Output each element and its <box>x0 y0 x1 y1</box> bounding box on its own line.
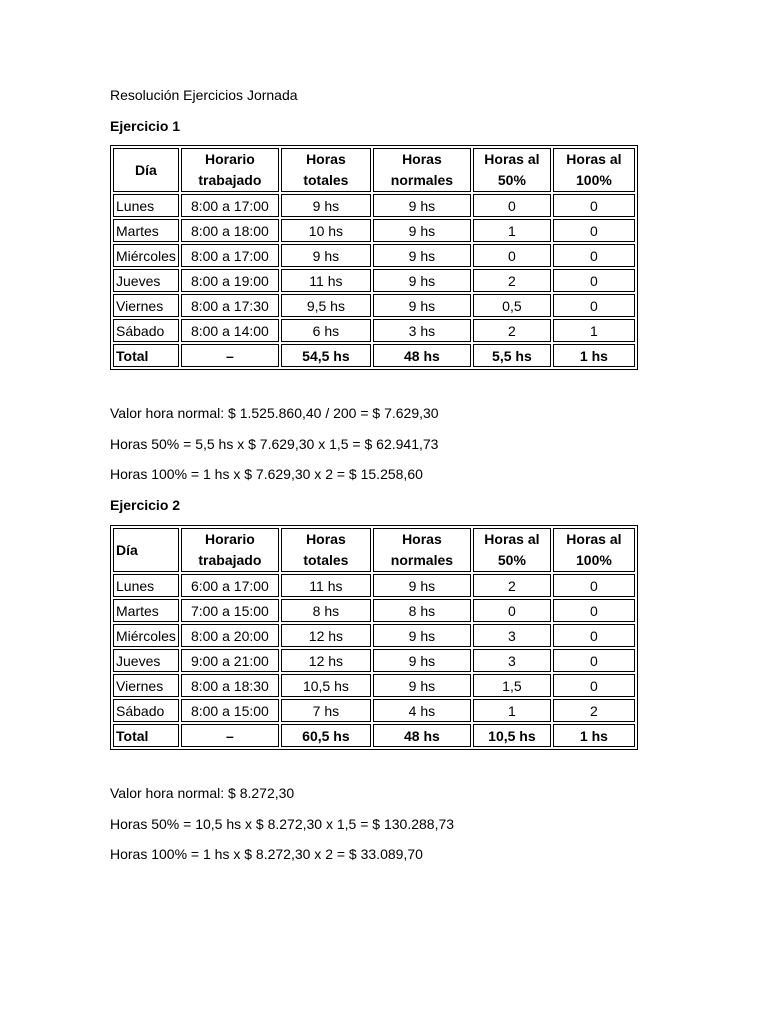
cell-normal-hours: 9 hs <box>373 244 471 267</box>
cell-hours-50: 1,5 <box>473 674 551 697</box>
document-title: Resolución Ejercicios Jornada <box>110 87 298 103</box>
cell-hours-100: 0 <box>553 194 635 217</box>
cell-schedule: 7:00 a 15:00 <box>181 599 279 622</box>
table-total-row <box>113 344 635 367</box>
cell-day: Martes <box>113 219 179 242</box>
cell-hours-50: 3 <box>473 624 551 647</box>
cell-normal-hours: 9 hs <box>373 574 471 597</box>
cell-day: Lunes <box>113 574 179 597</box>
cell-hours-50: 0 <box>473 599 551 622</box>
cell-hours-100: 0 <box>553 574 635 597</box>
cell-day: Martes <box>113 599 179 622</box>
cell-total-hours-50: 10,5 hs <box>473 724 551 747</box>
table-row <box>113 244 635 267</box>
cell-hours-50: 2 <box>473 319 551 342</box>
cell-schedule: 8:00 a 17:00 <box>181 194 279 217</box>
table-row <box>113 624 635 647</box>
cell-hours-100: 0 <box>553 624 635 647</box>
cell-schedule: 8:00 a 18:30 <box>181 674 279 697</box>
table-row <box>113 649 635 672</box>
cell-total-hours: 7 hs <box>281 699 371 722</box>
header-horas-50: Horas al 50% <box>473 148 551 192</box>
cell-schedule: 8:00 a 19:00 <box>181 269 279 292</box>
cell-total-hours: 11 hs <box>281 269 371 292</box>
cell-total-schedule: – <box>181 724 279 747</box>
cell-hours-50: 1 <box>473 699 551 722</box>
cell-hours-50: 2 <box>473 269 551 292</box>
cell-schedule: 8:00 a 14:00 <box>181 319 279 342</box>
cell-total-hours: 12 hs <box>281 624 371 647</box>
cell-normal-hours: 9 hs <box>373 194 471 217</box>
cell-total-label: Total <box>113 724 179 747</box>
cell-total-total-hours: 54,5 hs <box>281 344 371 367</box>
header-horario: Horario trabajado <box>181 528 279 572</box>
header-horas-normales: Horas normales <box>373 528 471 572</box>
cell-total-hours: 9 hs <box>281 194 371 217</box>
cell-normal-hours: 9 hs <box>373 219 471 242</box>
cell-hours-100: 0 <box>553 674 635 697</box>
cell-total-hours: 9 hs <box>281 244 371 267</box>
header-horas-100: Horas al 100% <box>553 148 635 192</box>
table-row <box>113 599 635 622</box>
table-row <box>113 574 635 597</box>
cell-hours-100: 0 <box>553 244 635 267</box>
cell-schedule: 8:00 a 18:00 <box>181 219 279 242</box>
ex1-normal-rate: Valor hora normal: $ 1.525.860,40 / 200 = $ 7.629,30 <box>110 405 439 421</box>
exercise-2-heading: Ejercicio 2 <box>110 497 181 513</box>
cell-total-normal-hours: 48 hs <box>373 724 471 747</box>
header-dia: Día <box>113 148 179 192</box>
header-horario: Horario trabajado <box>181 148 279 192</box>
cell-normal-hours: 9 hs <box>373 624 471 647</box>
table-header-row <box>113 148 635 192</box>
cell-normal-hours: 9 hs <box>373 674 471 697</box>
cell-hours-50: 0,5 <box>473 294 551 317</box>
table-row <box>113 674 635 697</box>
cell-schedule: 6:00 a 17:00 <box>181 574 279 597</box>
cell-total-hours: 6 hs <box>281 319 371 342</box>
exercise-1-table <box>110 145 638 370</box>
cell-normal-hours: 9 hs <box>373 649 471 672</box>
ex2-hours-50-calc: Horas 50% = 10,5 hs x $ 8.272,30 x 1,5 = $ 130.288,73 <box>110 816 455 832</box>
cell-total-hours: 11 hs <box>281 574 371 597</box>
cell-total-normal-hours: 48 hs <box>373 344 471 367</box>
cell-day: Miércoles <box>113 244 179 267</box>
cell-total-hours-100: 1 hs <box>553 724 635 747</box>
cell-normal-hours: 4 hs <box>373 699 471 722</box>
cell-hours-100: 0 <box>553 219 635 242</box>
cell-total-hours-50: 5,5 hs <box>473 344 551 367</box>
cell-normal-hours: 8 hs <box>373 599 471 622</box>
cell-total-schedule: – <box>181 344 279 367</box>
cell-hours-100: 0 <box>553 599 635 622</box>
cell-day: Sábado <box>113 699 179 722</box>
ex2-hours-100-calc: Horas 100% = 1 hs x $ 8.272,30 x 2 = $ 33.089,70 <box>110 846 423 862</box>
ex1-hours-100-calc: Horas 100% = 1 hs x $ 7.629,30 x 2 = $ 15.258,60 <box>110 466 423 482</box>
cell-day: Jueves <box>113 269 179 292</box>
exercise-2-table <box>110 525 638 750</box>
cell-hours-100: 0 <box>553 294 635 317</box>
cell-hours-50: 1 <box>473 219 551 242</box>
table-row <box>113 294 635 317</box>
cell-total-label: Total <box>113 344 179 367</box>
exercise-1-heading: Ejercicio 1 <box>110 118 181 134</box>
header-horas-totales: Horas totales <box>281 148 371 192</box>
cell-hours-50: 2 <box>473 574 551 597</box>
cell-total-hours: 10,5 hs <box>281 674 371 697</box>
cell-total-hours: 8 hs <box>281 599 371 622</box>
cell-hours-50: 3 <box>473 649 551 672</box>
header-dia: Día <box>113 528 179 572</box>
cell-hours-100: 0 <box>553 269 635 292</box>
cell-hours-50: 0 <box>473 194 551 217</box>
cell-total-total-hours: 60,5 hs <box>281 724 371 747</box>
cell-day: Viernes <box>113 674 179 697</box>
cell-schedule: 8:00 a 17:00 <box>181 244 279 267</box>
cell-day: Jueves <box>113 649 179 672</box>
cell-schedule: 8:00 a 20:00 <box>181 624 279 647</box>
table-row <box>113 219 635 242</box>
cell-hours-50: 0 <box>473 244 551 267</box>
cell-normal-hours: 9 hs <box>373 269 471 292</box>
cell-total-hours: 10 hs <box>281 219 371 242</box>
header-horas-totales: Horas totales <box>281 528 371 572</box>
cell-hours-100: 2 <box>553 699 635 722</box>
cell-normal-hours: 9 hs <box>373 294 471 317</box>
table-header-row <box>113 528 635 572</box>
cell-normal-hours: 3 hs <box>373 319 471 342</box>
cell-schedule: 8:00 a 17:30 <box>181 294 279 317</box>
table-row <box>113 194 635 217</box>
cell-hours-100: 0 <box>553 649 635 672</box>
cell-day: Viernes <box>113 294 179 317</box>
table-row <box>113 699 635 722</box>
table-row <box>113 319 635 342</box>
header-horas-100: Horas al 100% <box>553 528 635 572</box>
cell-total-hours-100: 1 hs <box>553 344 635 367</box>
cell-day: Miércoles <box>113 624 179 647</box>
header-horas-normales: Horas normales <box>373 148 471 192</box>
cell-total-hours: 9,5 hs <box>281 294 371 317</box>
table-total-row <box>113 724 635 747</box>
header-horas-50: Horas al 50% <box>473 528 551 572</box>
ex2-normal-rate: Valor hora normal: $ 8.272,30 <box>110 785 295 801</box>
ex1-hours-50-calc: Horas 50% = 5,5 hs x $ 7.629,30 x 1,5 = $ 62.941,73 <box>110 436 439 452</box>
table-row <box>113 269 635 292</box>
cell-total-hours: 12 hs <box>281 649 371 672</box>
cell-day: Lunes <box>113 194 179 217</box>
cell-day: Sábado <box>113 319 179 342</box>
cell-hours-100: 1 <box>553 319 635 342</box>
cell-schedule: 9:00 a 21:00 <box>181 649 279 672</box>
cell-schedule: 8:00 a 15:00 <box>181 699 279 722</box>
